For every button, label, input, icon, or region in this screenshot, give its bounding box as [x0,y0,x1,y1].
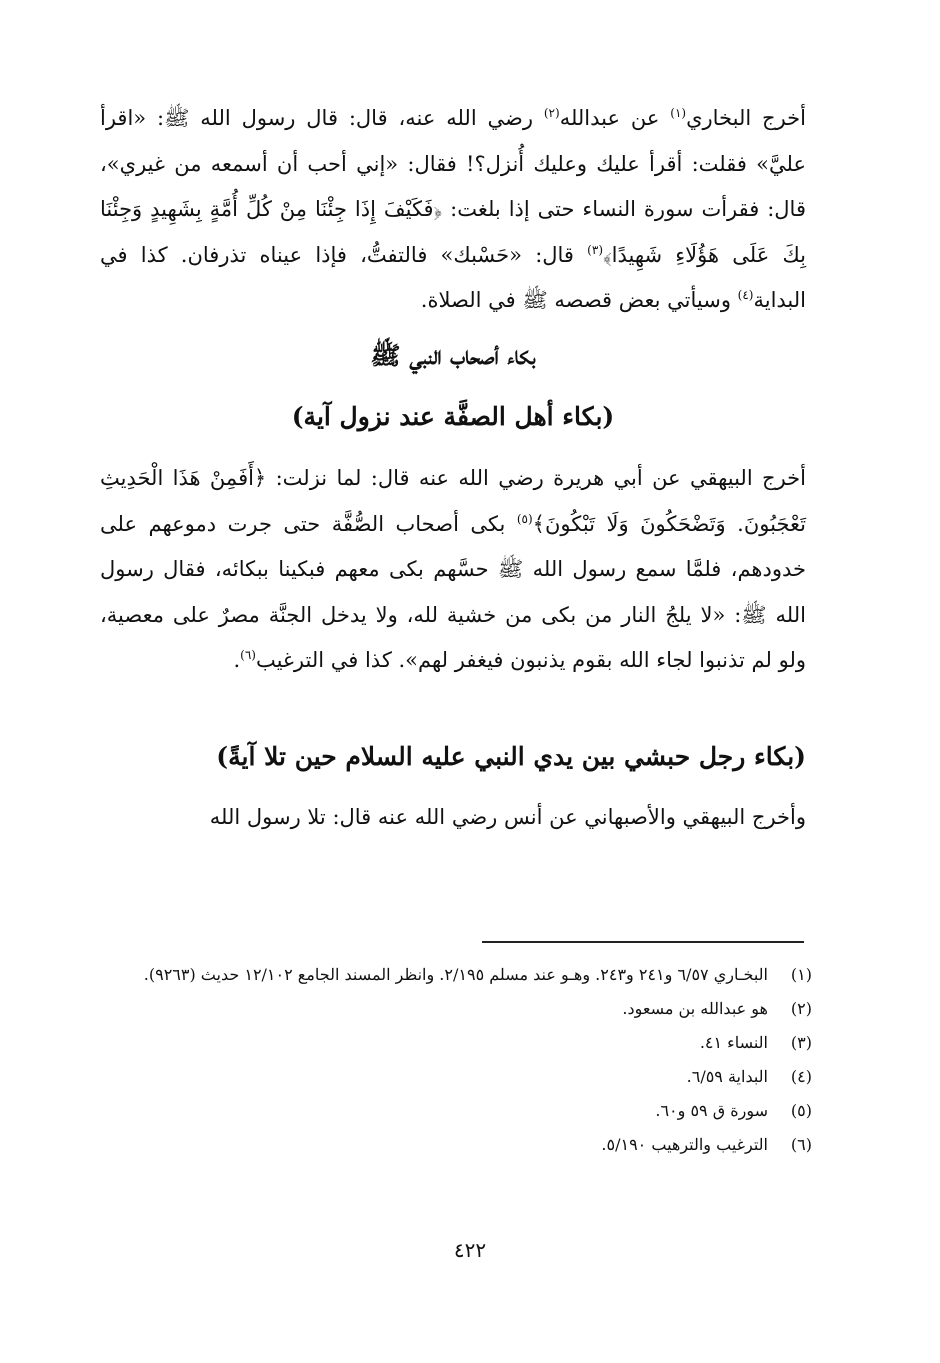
page-number: ٤٢٢ [453,1238,487,1262]
footnote-ref-4: (٤) [737,288,754,302]
footnote [100,992,812,1026]
footnote-number: (٣) [790,1033,812,1052]
paragraph-bayhaqi [100,456,806,684]
paragraph-text: رضي الله عنه، قال: قال رسول الله ﷺ: «اقرأ عليَّ» فقلت: أقرأ عليك وعليك أُنزل؟! فقال: «إني أحب أن أسمعه من غيري»، قال: فقرأت سورة النساء حتى إذا بلغت: ﴿فَكَيْفَ إِذَا جِئْنَا مِنْ كُلِّ أُمَّةٍ بِشَهِيدٍ وَجِئْنَا بِكَ عَلَى هَؤُلَاءِ شَهِيدًا﴾ [100,106,807,267]
footnote [100,958,812,992]
paragraph-bukhari [100,96,806,324]
subsection-heading: (بكاء أهل الصفَّة عند نزول آية) [291,402,615,431]
subsection-heading: (بكاء رجل حبشي بين يدي النبي عليه السلام حين تلا آيةً) [216,742,806,771]
paragraph-text: أخرج البيهقي عن أبي هريرة رضي الله عنه قال: لما نزلت: ﴿أَفَمِنْ هَذَا الْحَدِيثِ تَعْجَبُونَ. وَتَضْحَكُونَ وَلَا تَبْكُونَ﴾ [100,466,806,536]
footnote-number: (٤) [790,1067,812,1086]
footnote-text: البداية ٦/٥٩. [686,1067,768,1086]
paragraph-text: بكى أصحاب الصُّفَّة حتى جرت دموعهم على خدودهم، فلمَّا سمع رسول الله ﷺ حسَّهم بكى معهم فبكينا ببكائه، فقال رسول الله ﷺ: «لا يلجُ النار من بكى من خشية لله، ولا يدخل الجنَّة مصرٌ على معصية، ولو لم تذنبوا لجاء الله بقوم يذنبون فيغفر لهم». كذا في الترغيب [100,511,806,672]
footnote-ref-2: (٢) [543,106,560,120]
footnote-number: (١) [790,965,812,984]
footnote-divider [482,941,804,943]
footnote-ref-1: (١) [670,106,687,120]
footnote-text: النساء ٤١. [699,1033,768,1052]
paragraph-anas: وأخرج البيهقي والأصبهاني عن أنس رضي الله عنه قال: تلا رسول الله [209,805,806,829]
paragraph-text: . [233,648,241,672]
footnote [100,1094,812,1128]
footnote-ref-6: (٦) [240,648,256,662]
paragraph-text: أخرج البخاري [686,106,806,130]
footnote [100,1026,812,1060]
section-heading: بكاء أصحاب النبي ﷺ [370,341,536,370]
footnote-text: البخـاري ٦/٥٧ و٢٤١ و٢٤٣. وهـو عند مسلم ٢/١٩٥. وانظر المسند الجامع ١٢/١٠٢ حديث (٩٢٦٣). [143,965,768,984]
footnote-text: سورة ق ٥٩ و٦٠. [655,1101,768,1120]
footnote [100,1128,812,1162]
paragraph-text: قال: «حَسْبك» فالتفتُّ، فإذا عيناه تذرفان. كذا في البداية [100,242,806,312]
footnote-number: (٢) [790,999,812,1018]
footnotes [100,958,812,1162]
paragraph-text: عن عبدالله [559,106,671,130]
footnote-ref-5: (٥) [516,511,533,526]
footnote [100,1060,812,1094]
footnote-ref-3: (٣) [587,242,603,257]
footnote-number: (٦) [790,1135,812,1154]
footnote-number: (٥) [790,1101,812,1120]
paragraph-text: وسيأتي بعض قصصه ﷺ في الصلاة. [420,288,738,312]
footnote-text: هو عبدالله بن مسعود. [622,999,768,1018]
footnote-text: الترغيب والترهيب ٥/١٩٠. [601,1135,768,1154]
